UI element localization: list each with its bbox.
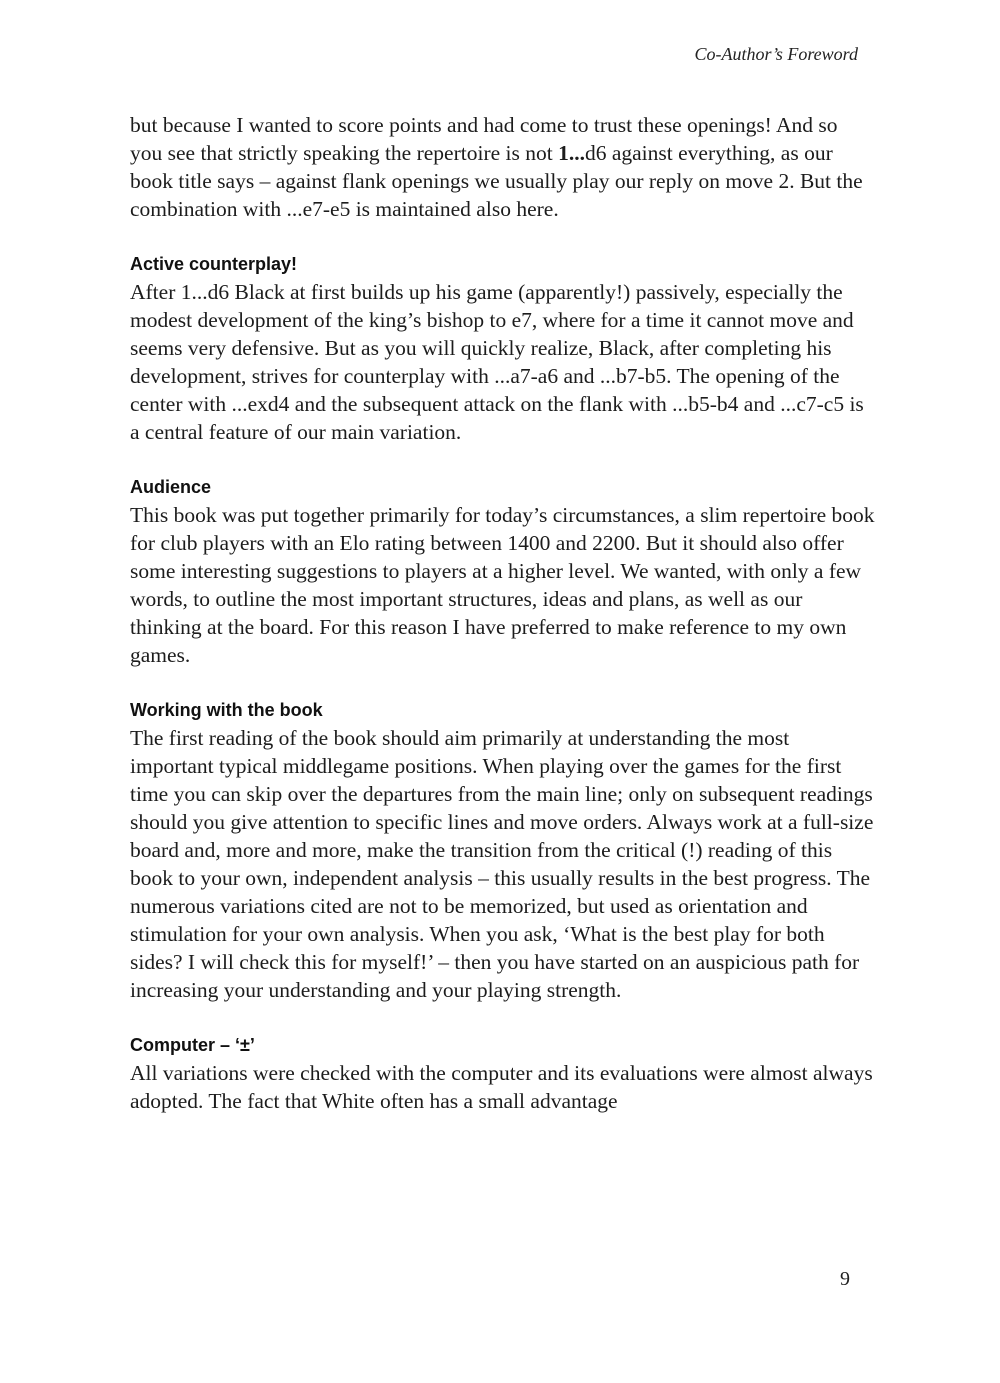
section-text-audience: This book was put together primarily for today’s circumstances, a slim repertoire book for club players with an Elo rating between 1400 and 2200. But it should also offer some interesting suggestions to players at a higher level. We wanted, with only a few words, to outline the most important structures, ideas and plans, as well as our thinking at the board. For this reason I have preferred to make reference to my own games. xyxy=(130,503,875,667)
intro-text-part2: d6 against everything, as our book title says – against flank openings we usually play our reply on move 2. But the combination with ...e7-e5 is maintained also here. xyxy=(130,141,863,221)
section-text-active-counterplay: After 1...d6 Black at first builds up his game (apparently!) passively, especially the modest development of the king’s bishop to e7, where for a time it cannot move and seems very defensive. But as you will quickly realize, Black, after completing his development, strives for counterplay with ...a7-a6 and ...b7-b5. The opening of the center with ...exd4 and the subsequent attack on the flank with ...b5-b4 and ...c7-c5 is a central feature of our main variation. xyxy=(130,280,864,444)
page-number: 9 xyxy=(840,1268,850,1290)
intro-text-part1: but because I wanted to score points and had come to trust these openings! And so you see that strictly speaking the repertoire is not xyxy=(130,113,838,165)
section-heading-audience: Audience xyxy=(130,477,212,497)
intro-bold-move: 1... xyxy=(558,141,585,165)
section-heading-active-counterplay: Active counterplay! xyxy=(130,254,298,274)
section-text-working-with-the-book: The first reading of the book should aim primarily at understanding the most important typical middlegame positions. When playing over the games for the first time you can skip over the departures from the main line; only on subsequent readings should you give attention to specific lines and move orders. Always work at a full-size board and, more and more, make the transition from the critical (!) reading of this book to your own, independent analysis – this usually results in the best progress. The numerous variations cited are not to be memorized, but used as orientation and stimulation for your own analysis. When you ask, ‘What is the best play for both sides? I will check this for myself!’ – then you have started on an auspicious path for increasing your understanding and your playing strength. xyxy=(130,726,874,1002)
section-heading-working-with-the-book: Working with the book xyxy=(130,700,323,720)
section-text-computer: All variations were checked with the computer and its evaluations were almost always adopted. The fact that White often has a small advantage xyxy=(130,1061,873,1113)
body-text xyxy=(130,111,875,1115)
section-heading-computer: Computer – ‘±’ xyxy=(130,1035,255,1055)
intro-paragraph xyxy=(130,111,875,223)
running-head: Co-Author’s Foreword xyxy=(694,44,858,64)
